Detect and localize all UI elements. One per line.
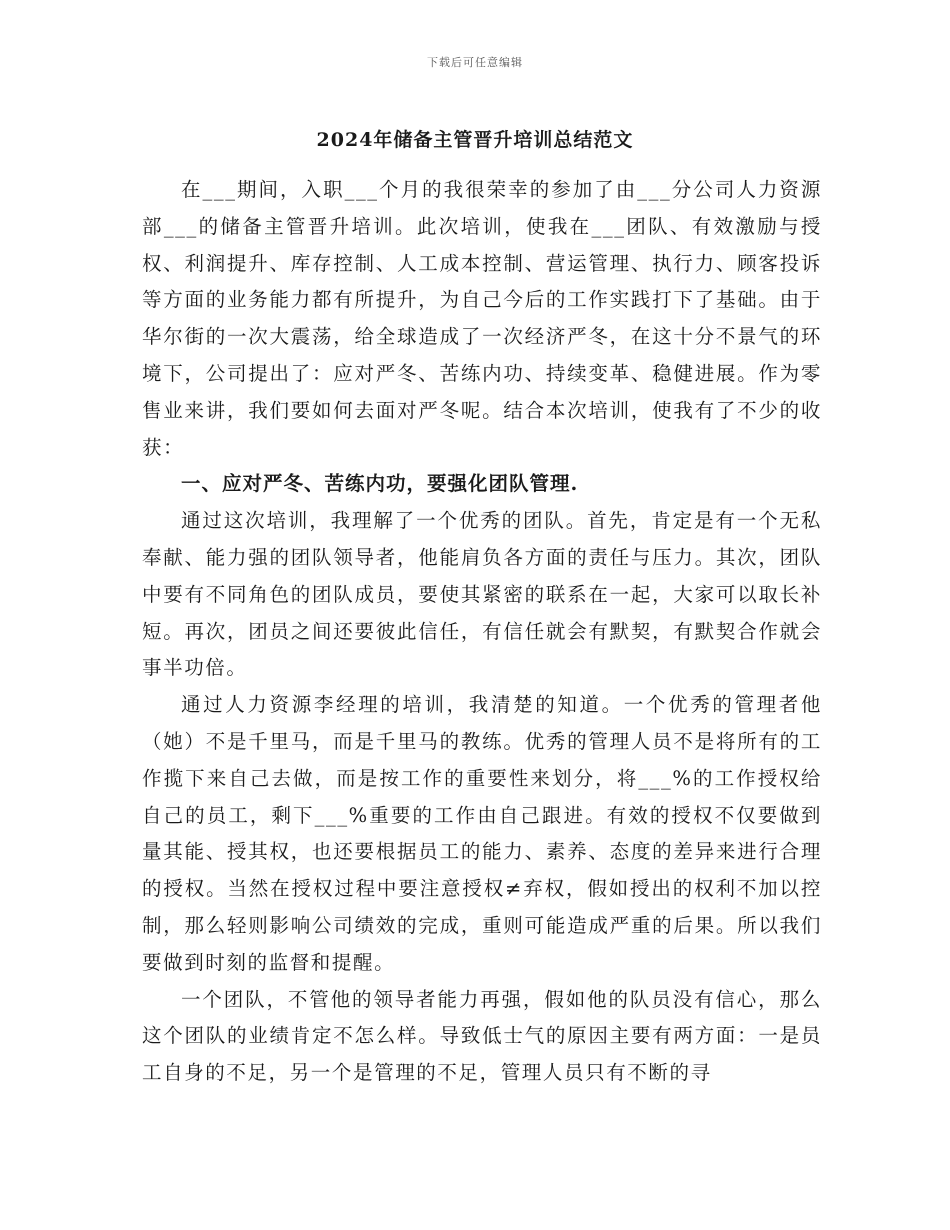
document-title: 2024年储备主管晋升培训总结范文 xyxy=(316,129,634,151)
section-heading: 一、应对严冬、苦练内功，要强化团队管理. xyxy=(181,472,579,496)
body-paragraph: 通过这次培训，我理解了一个优秀的团队。首先，肯定是有一个无私奉献、能力强的团队领导者，他能肩负各方面的责任与压力。其次，团队中要有不同角色的团队成员，要使其紧密的联系在一起，大家可以取长补短。再次，团员之间还要彼此信任，有信任就会有默契，有默契合作就会事半功倍。 xyxy=(142,509,822,680)
body-paragraph: 通过人力资源李经理的培训，我清楚的知道。一个优秀的管理者他（她）不是千里马，而是千里马的教练。优秀的管理人员不是将所有的工作揽下来自己去做，而是按工作的重要性来划分，将___%的工作授权给自己的员工，剩下___%重要的工作由自己跟进。有效的授权不仅要做到量其能、授其权，也还要根据员工的能力、素养、态度的差异来进行合理的授权。当然在授权过程中要注意授权≠弃权，假如授出的权利不加以控制，那么轻则影响公司绩效的完成，重则可能造成严重的后果。所以我们要做到时刻的监督和提醒。 xyxy=(142,693,822,974)
intro-paragraph: 在___期间，入职___个月的我很荣幸的参加了由___分公司人力资源部___的储备主管晋升培训。此次培训，使我在___团队、有效激励与授权、利润提升、库存控制、人工成本控制、营运管理、执行力、顾客投诉等方面的业务能力都有所提升，为自己今后的工作实践打下了基础。由于华尔街的一次大震荡，给全球造成了一次经济严冬，在这十分不景气的环境下，公司提出了：应对严冬、苦练内功、持续变革、稳健进展。作为零售业来讲，我们要如何去面对严冬呢。结合本次培训，使我有了不少的收获： xyxy=(142,178,822,459)
document-body xyxy=(142,172,822,1092)
header-note: 下载后可任意编辑 xyxy=(427,56,523,69)
body-paragraph: 一个团队，不管他的领导者能力再强，假如他的队员没有信心，那么这个团队的业绩肯定不怎么样。导致低士气的原因主要有两方面：一是员工自身的不足，另一个是管理的不足，管理人员只有不断的寻 xyxy=(142,987,822,1085)
